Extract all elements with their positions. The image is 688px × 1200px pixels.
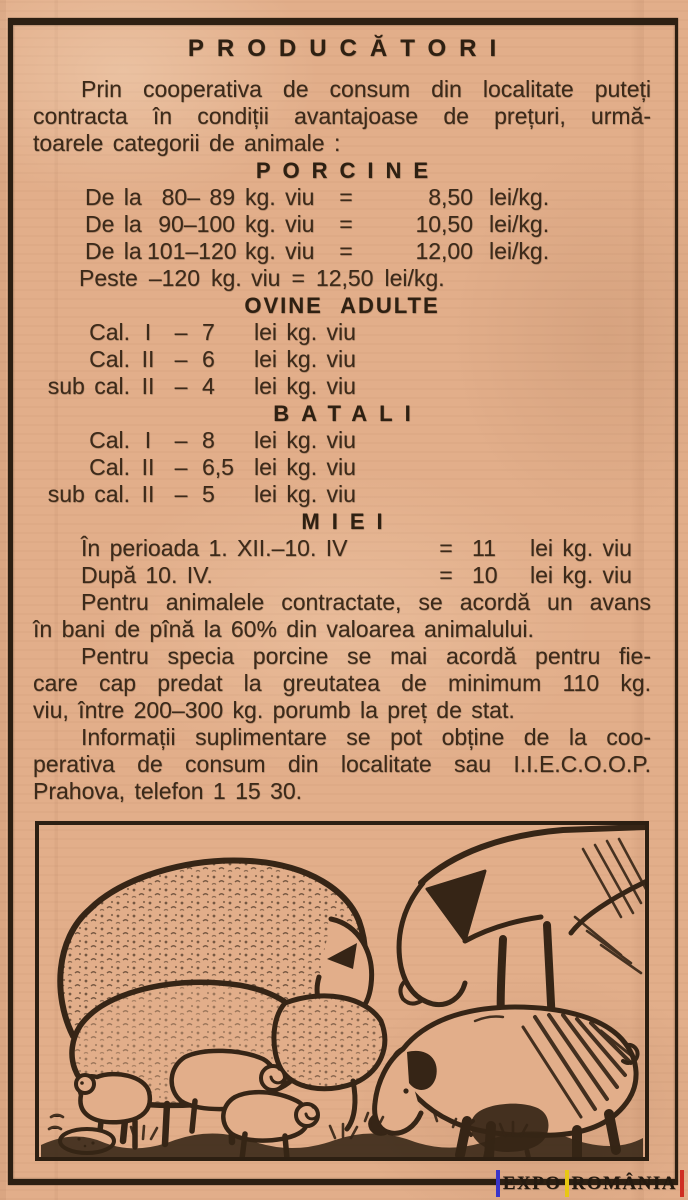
flag-bar-red <box>680 1170 684 1197</box>
price-unit: lei kg. viu <box>254 346 356 372</box>
equals-sign: = <box>339 211 353 237</box>
row-prefix: sub cal. <box>47 481 130 507</box>
section-ovine-adulte <box>33 292 651 400</box>
intro-line: toarele categorii de animale : <box>33 130 341 156</box>
price-row <box>33 481 651 508</box>
dash: – <box>174 346 188 372</box>
weight-range: 90–100 <box>158 211 235 237</box>
price-value: 7 <box>202 319 215 345</box>
grade-label: II <box>141 346 155 372</box>
contact-paragraph <box>33 724 651 805</box>
paragraph-line: în bani de pînă la 60% din valoarea animalului. <box>33 616 534 642</box>
equals-sign: = <box>439 535 453 561</box>
intro-line: contracta în condiții avantajoase de prețuri, urmă- <box>33 103 651 129</box>
price-unit: lei kg. viu <box>254 481 356 507</box>
grade-label: II <box>141 481 155 507</box>
section-heading-ovine: OVINE ADULTE <box>244 293 440 318</box>
price-row <box>33 211 651 238</box>
row-prefix: De la <box>85 238 142 264</box>
intro-paragraph <box>33 76 651 157</box>
advance-paragraph <box>33 589 651 643</box>
price-row <box>33 319 651 346</box>
price-unit: lei/kg. <box>489 184 550 210</box>
period-label: În perioada 1. XII.–10. IV <box>81 535 348 561</box>
price-unit: lei/kg. <box>384 265 445 291</box>
period-label: După 10. IV. <box>81 562 213 588</box>
flyer-content <box>13 25 675 1179</box>
dash: – <box>174 373 188 399</box>
price-unit: lei/kg. <box>489 238 550 264</box>
flag-bar-yellow <box>565 1170 569 1197</box>
price-row <box>33 562 651 589</box>
price-value: 6 <box>202 346 215 372</box>
price-unit: lei kg. viu <box>254 454 356 480</box>
weight-range: 80– 89 <box>161 184 235 210</box>
kg-viu-label: kg. viu <box>245 184 315 210</box>
kg-viu-label: kg. viu <box>245 238 315 264</box>
paragraph-line: Informații suplimentare se pot obține de la coo- <box>81 724 651 750</box>
price-unit: lei kg. viu <box>530 535 632 561</box>
price-value: 10 <box>472 562 498 588</box>
price-row <box>33 238 651 265</box>
dash: – <box>174 319 188 345</box>
equals-sign: = <box>291 265 305 291</box>
price-row <box>33 427 651 454</box>
price-row <box>33 184 651 211</box>
price-unit: lei kg. viu <box>254 427 356 453</box>
price-value: 4 <box>202 373 215 399</box>
paragraph-line: perativa de consum din localitate sau I.I.E.C.O.O.P. <box>33 751 651 777</box>
row-prefix: Cal. <box>89 454 130 480</box>
price-value: 11 <box>472 535 496 561</box>
price-value: 8,50 <box>428 184 473 210</box>
dash: – <box>174 454 188 480</box>
section-porcine <box>33 157 651 292</box>
price-row <box>33 346 651 373</box>
kg-viu-label: kg. viu <box>245 211 315 237</box>
row-prefix: Peste <box>79 265 138 291</box>
kg-viu-label: kg. viu <box>211 265 281 291</box>
paragraph-line: viu, între 200–300 kg. porumb la preț de stat. <box>33 697 515 723</box>
grade-label: I <box>144 427 152 453</box>
intro-line: Prin cooperativa de consum din localitate puteți <box>81 76 651 102</box>
row-prefix: Cal. <box>89 319 130 345</box>
grade-label: II <box>141 454 155 480</box>
price-value: 8 <box>202 427 215 453</box>
watermark <box>493 1170 687 1197</box>
price-value: 12,00 <box>415 238 473 264</box>
flag-bar-blue <box>496 1170 500 1197</box>
price-unit: lei kg. viu <box>254 373 356 399</box>
equals-sign: = <box>439 562 453 588</box>
price-unit: lei/kg. <box>489 211 550 237</box>
price-row <box>33 454 651 481</box>
watermark-romania: ROMÂNIA <box>571 1172 677 1194</box>
price-unit: lei kg. viu <box>530 562 632 588</box>
paragraph-line: Pentru specia porcine se mai acordă pentru fie- <box>81 643 651 669</box>
equals-sign: = <box>339 184 353 210</box>
grade-label: II <box>141 373 155 399</box>
equals-sign: = <box>339 238 353 264</box>
section-batali <box>33 400 651 508</box>
row-prefix: Cal. <box>89 346 130 372</box>
price-row <box>33 373 651 400</box>
row-prefix: De la <box>85 211 142 237</box>
page-title: PRODUCĂTORI <box>187 35 510 62</box>
price-value: 5 <box>202 481 215 507</box>
section-heading-batali: BATALI <box>273 401 423 426</box>
section-heading-miei: MIEI <box>301 509 395 534</box>
watermark-expo: EXPO <box>502 1172 562 1194</box>
corn-bonus-paragraph <box>33 643 651 724</box>
price-value: 6,5 <box>202 454 234 480</box>
section-miei <box>33 508 651 589</box>
price-value: 12,50 <box>315 265 374 291</box>
weight-range: 101–120 <box>147 238 237 264</box>
weight-range: –120 <box>148 265 200 291</box>
price-row <box>33 265 651 292</box>
paragraph-line: Pentru animalele contractate, se acordă un avans <box>81 589 651 615</box>
row-prefix: De la <box>85 184 142 210</box>
paragraph-line: care cap predat la greutatea de minimum 110 kg. <box>33 670 651 696</box>
dash: – <box>174 481 188 507</box>
paragraph-line: Prahova, telefon 1 15 30. <box>33 778 303 804</box>
row-prefix: Cal. <box>89 427 130 453</box>
price-value: 10,50 <box>415 211 473 237</box>
grade-label: I <box>144 319 152 345</box>
section-heading-porcine: PORCINE <box>255 158 441 183</box>
livestock-illustration-svg <box>35 821 649 1161</box>
dash: – <box>174 427 188 453</box>
price-row <box>33 535 651 562</box>
price-unit: lei kg. viu <box>254 319 356 345</box>
livestock-illustration <box>35 821 649 1161</box>
row-prefix: sub cal. <box>47 373 130 399</box>
